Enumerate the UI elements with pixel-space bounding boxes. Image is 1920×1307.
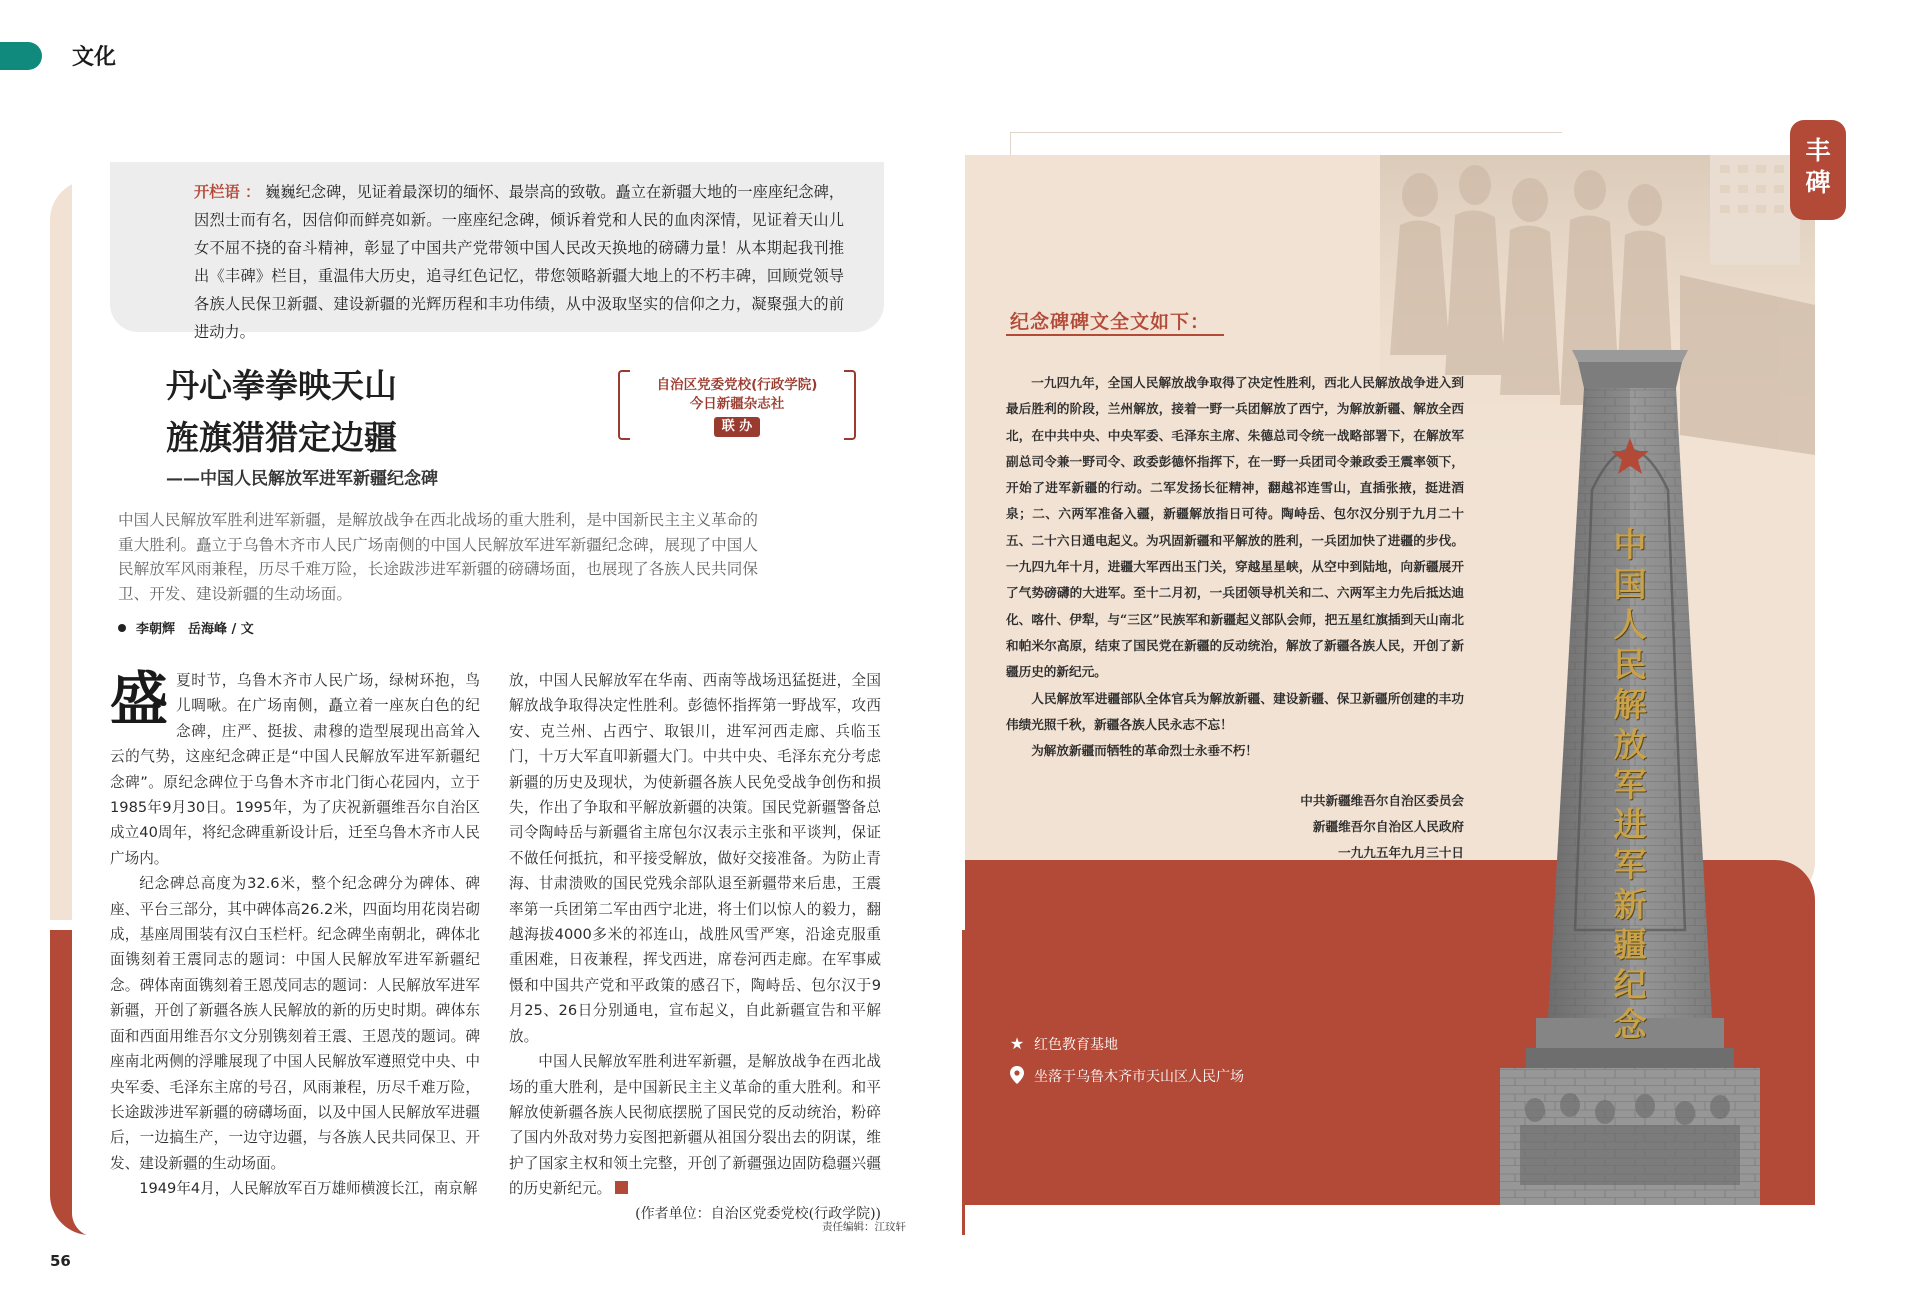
column-tab-char: 丰 <box>1805 136 1831 165</box>
monument-char: 军 <box>1613 845 1647 884</box>
monument-char: 解 <box>1613 685 1647 724</box>
column-intro-body: 巍巍纪念碑，见证着最深切的缅怀、最崇高的致敬。矗立在新疆大地的一座座纪念碑，因烈士而有名，因信仰而鲜亮如新。一座座纪念碑，倾诉着党和人民的血肉深情，见证着天山儿女不屈不挠的奋斗精神，彰显了中国共产党带领中国人民改天换地的磅礴力量！从本期起我刊推出《丰碑》栏目，重温伟大历史，追寻红色记忆，带您领略新疆大地上的不朽丰碑，回顾党领导各族人民保卫新疆、建设新疆的光辉历程和丰功伟绩，从中汲取坚实的信仰之力，凝聚强大的前进动力。 <box>194 183 845 341</box>
body-column-right <box>509 668 881 1227</box>
monument-char: 进 <box>1613 805 1647 844</box>
monument-char: 民 <box>1613 645 1647 684</box>
monument-char: 人 <box>1613 605 1647 644</box>
column-tab-fengbei <box>1790 120 1846 220</box>
bracket-right <box>844 370 856 440</box>
column-tab-char: 碑 <box>1805 168 1831 197</box>
monument-char: 念 <box>1613 1005 1647 1044</box>
column-intro-lead: 开栏语 ： <box>194 183 261 201</box>
column-intro-box <box>110 162 884 341</box>
monument-carved-inscription <box>1605 525 1655 1045</box>
bullet-dot-icon <box>118 624 126 632</box>
organizer-badge: 联 办 <box>714 417 761 437</box>
inscription-paragraph: 一九四九年，全国人民解放战争取得了决定性胜利，西北人民解放战争进入到最后胜利的阶段，兰州解放，接着一野一兵团解放了西宁，为解放新疆、解放全西北，在中共中央、中央军委、毛泽东主席、朱德总司令统一战略部署下，在解放军副总司令兼一野司令、政委彭德怀指挥下，在一野一兵团司令兼政委王震率领下，开始了进军新疆的行动。二军发扬长征精神，翻越祁连雪山，直插张掖，挺进酒泉；二、六两军准备入疆，新疆解放指日可待。陶峙岳、包尔汉分别于九月二十五、二十六日通电起义。为巩固新疆和平解放的胜利，一兵团加快了进疆的步伐。一九四九年十月，进疆大军西出玉门关，穿越星星峡，从空中到陆地，向新疆展开了气势磅礴的大进军。至十二月初，一兵团领导机关和二、六两军主力先后抵达迪化、喀什、伊犁，与“三区”民族军和新疆起义部队会师，把五星红旗插到天山南北和帕米尔高原，结束了国民党在新疆的反动统治，解放了新疆各族人民，开创了新疆历史的新纪元。 <box>1006 375 1464 680</box>
monument-char: 中 <box>1613 525 1647 564</box>
organizer-line-1: 自治区党委党校(行政学院) <box>656 377 818 393</box>
co-organizer-box <box>618 370 856 440</box>
section-label: 文化 <box>72 45 117 70</box>
inscription-heading-underline <box>1006 334 1224 336</box>
body-paragraph: 放，中国人民解放军在华南、西南等战场迅猛挺进，全国解放战争取得决定性胜利。彭德怀指挥第一野战军，攻西安、克兰州、占西宁、取银川，进军河西走廊、兵临玉门，十万大军直叩新疆大门。中共中央、毛泽东充分考虑新疆的历史及现状，为使新疆各族人民免受战争创伤和损失，作出了争取和平解放新疆的决策。国民党新疆警备总司令陶峙岳与新疆省主席包尔汉表示主张和平谈判，保证不做任何抵抗，和平接受解放，做好交接准备。为防止青海、甘肃溃败的国民党残余部队退至新疆带来后患，王震率第一兵团第二军由西宁北进，将士们以惊人的毅力，翻越海拔4000多米的祁连山，战胜风雪严寒，沿途克服重重困难，日夜兼程，挥戈西进，席卷河西走廊。在军事威慑和中国共产党和平政策的感召下，陶峙岳、包尔汉于9月25、26日分别通电，宣布起义，自此新疆宣告和平解放。 <box>509 672 881 1045</box>
inscription-date: 一九九五年九月三十日 <box>1338 845 1464 860</box>
drop-cap: 盛 <box>110 665 169 733</box>
body-column-left <box>110 665 480 1202</box>
info-red-education-base <box>1008 1034 1118 1054</box>
location-pin-icon <box>1008 1066 1026 1085</box>
byline-text: 李朝辉 岳海峰 / 文 <box>136 622 254 637</box>
monument-char: 疆 <box>1613 925 1647 964</box>
body-paragraph <box>110 665 480 871</box>
column-intro-text <box>194 178 844 346</box>
section-tab-marker <box>0 42 42 70</box>
inscription-signatory-2: 新疆维吾尔自治区人民政府 <box>1312 819 1464 834</box>
end-of-article-icon <box>615 1181 628 1194</box>
organizer-line-2: 今日新疆杂志社 <box>689 396 785 412</box>
responsible-editor: 责任编辑：江玟轩 <box>822 1221 906 1233</box>
article-subtitle: ——中国人民解放军进军新疆纪念碑 <box>166 469 438 489</box>
article-summary: 中国人民解放军胜利进军新疆，是解放战争在西北战场的重大胜利，是中国新民主主义革命的重大胜利。矗立于乌鲁木齐市人民广场南侧的中国人民解放军进军新疆纪念碑，展现了中国人民解放军风雨兼程，历尽千难万险，长途跋涉进军新疆的磅礴场面，也展现了各族人民共同保卫、开发、建设新疆的生动场面。 <box>118 511 758 603</box>
bracket-left <box>618 370 630 440</box>
body-paragraph <box>509 1049 881 1201</box>
monument-char: 国 <box>1613 565 1647 604</box>
inscription-body <box>1006 370 1464 764</box>
monument-char: 新 <box>1613 885 1647 924</box>
monument-char: 军 <box>1613 765 1647 804</box>
monument-char: 放 <box>1613 725 1647 764</box>
info-text: 坐落于乌鲁木齐市天山区人民广场 <box>1034 1069 1244 1085</box>
inscription-paragraph: 人民解放军进疆部队全体官兵为解放新疆、建设新疆、保卫新疆所创建的丰功伟绩光照千秋，新疆各族人民永志不忘！ <box>1006 690 1464 732</box>
author-affiliation: (作者单位：自治区党委党校(行政学院)) <box>635 1205 881 1222</box>
monument-char: 纪 <box>1613 965 1647 1004</box>
inscription-paragraph: 为解放新疆而牺牲的革命烈士永垂不朽！ <box>1031 743 1258 759</box>
inscription-heading: 纪念碑碑文全文如下： <box>1010 311 1211 333</box>
body-paragraph: 1949年4月，人民解放军百万雄师横渡长江，南京解 <box>139 1180 478 1198</box>
body-paragraph: 纪念碑总高度为32.6米，整个纪念碑分为碑体、碑座、平台三部分，其中碑体高26.2米，四面均用花岗岩砌成，基座周围装有汉白玉栏杆。纪念碑坐南朝北，碑体北面镌刻着王震同志的题词：中国人民解放军进军新疆纪念。碑体南面镌刻着王恩茂同志的题词：人民解放军进军新疆，开创了新疆各族人民解放的新的历史时期。碑体东面和西面用维吾尔文分别镌刻着王震、王恩茂的题词。碑座南北两侧的浮雕展现了中国人民解放军遵照党中央、中央军委、毛泽东主席的号召，风雨兼程，历尽千难万险，长途跋涉进军新疆的磅礴场面，以及中国人民解放军进疆后，一边搞生产，一边守边疆，与各族人民共同保卫、开发、建设新疆的生动场面。 <box>110 875 480 1172</box>
right-page-top-rule <box>1010 132 1562 133</box>
info-location <box>1008 1066 1244 1086</box>
inscription-signatory-1: 中共新疆维吾尔自治区委员会 <box>1300 793 1464 808</box>
article-byline <box>118 618 254 637</box>
article-title <box>166 360 586 464</box>
article-title-line-1: 丹心拳拳映天山 <box>166 366 397 405</box>
body-paragraph-text: 中国人民解放军胜利进军新疆，是解放战争在西北战场的重大胜利，是中国新民主主义革命的重大胜利。和平解放使新疆各族人民彻底摆脱了国民党的反动统治，粉碎了国内外敌对势力妄图把新疆从祖国分裂出去的阴谋，维护了国家主权和领土完整，开创了新疆强边固防稳疆兴疆的历史新纪元。 <box>509 1053 881 1198</box>
article-title-line-2: 旌旗猎猎定边疆 <box>166 418 397 457</box>
info-text: 红色教育基地 <box>1034 1037 1118 1053</box>
page-number: 56 <box>50 1252 71 1270</box>
body-paragraph-text: 夏时节，乌鲁木齐市人民广场，绿树环抱，鸟儿啁啾。在广场南侧，矗立着一座灰白色的纪念碑，庄严、挺拔、肃穆的造型展现出高耸入云的气势，这座纪念碑正是“中国人民解放军进军新疆纪念碑”。原纪念碑位于乌鲁木齐市北门街心花园内，立于1985年9月30日。1995年，为了庆祝新疆维吾尔自治区成立40周年，将纪念碑重新设计后，迁至乌鲁木齐市人民广场内。 <box>110 672 480 867</box>
star-icon: ★ <box>1009 1034 1025 1053</box>
